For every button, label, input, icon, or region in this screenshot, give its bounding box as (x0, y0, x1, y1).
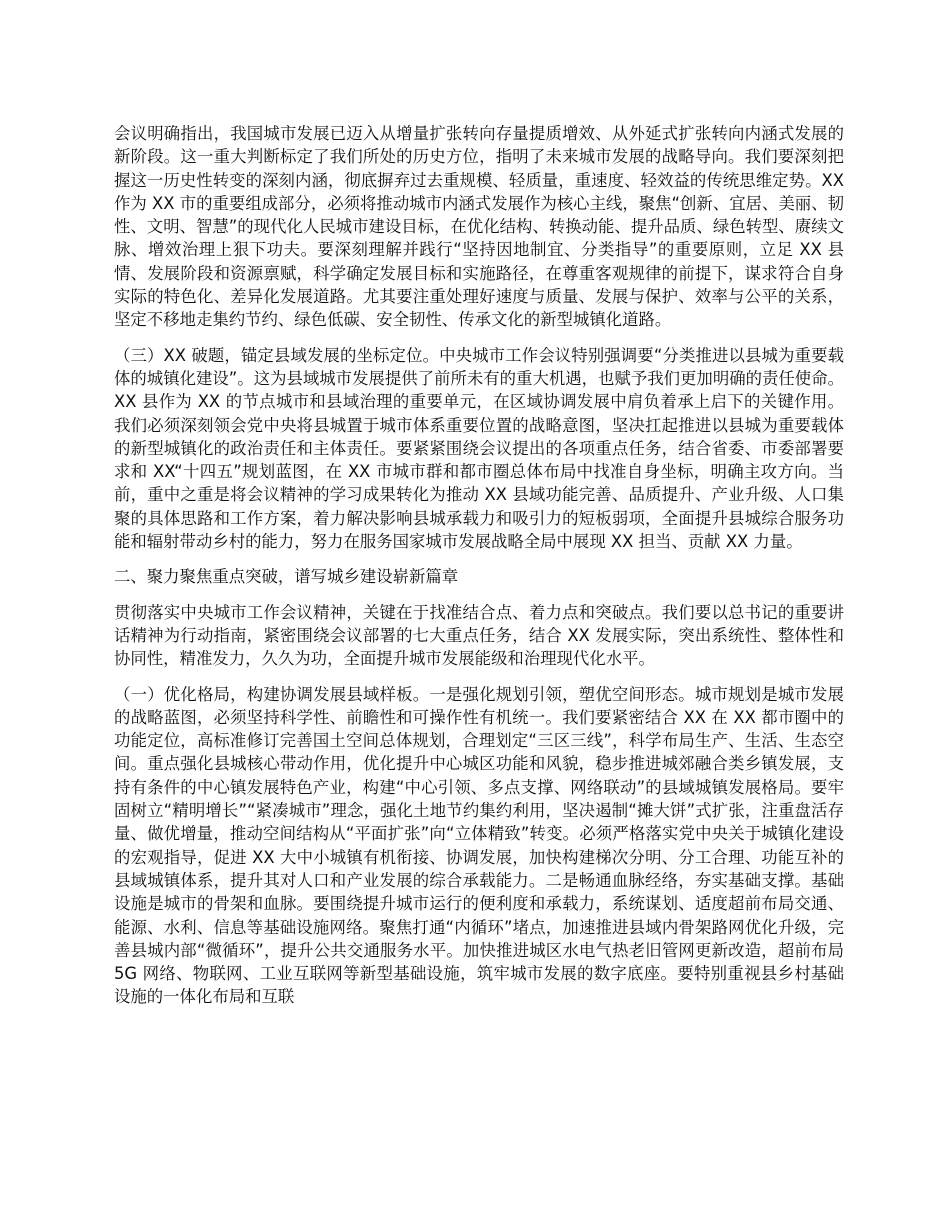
body-paragraph-4: （一）优化格局，构建协调发展县域样板。一是强化规划引领，塑优空间形态。城市规划是城市发展的战略蓝图，必须坚持科学性、前瞻性和可操作性有机统一。我们要紧密结合 XX 在 XX 都市圈中的功能定位，高标准修订完善国土空间总体规划，合理划定“三区三线”，科学布局生产、生活、生态空间。重点强化县城核心带动作用，优化提升中心城区功能和风貌，稳步推进城郊融合类乡镇发展，支持有条件的中心镇发展特色产业，构建“中心引领、多点支撑、网络联动”的县域城镇发展格局。要牢固树立“精明增长”“紧凑城市”理念，强化土地节约集约利用，坚决遏制“摊大饼”式扩张，注重盘活存量、做优增量，推动空间结构从“平面扩张”向“立体精致”转变。必须严格落实党中央关于城镇化建设的宏观指导，促进 XX 大中小城镇有机衔接、协调发展，加快构建梯次分明、分工合理、功能互补的县域城镇体系，提升其对人口和产业发展的综合承载能力。二是畅通血脉经络，夯实基础支撑。基础设施是城市的骨架和血脉。要围绕提升城市运行的便利度和承载力，系统谋划、适度超前布局交通、能源、水利、信息等基础设施网络。聚焦打通“内循环”堵点，加速推进县域内骨架路网优化升级，完善县城内部“微循环”，提升公共交通服务水平。加快推进城区水电气热老旧管网更新改造，超前布局 5G 网络、物联网、工业互联网等新型基础设施，筑牢城市发展的数字底座。要特别重视县乡村基础设施的一体化布局和互联 (114, 684, 844, 1007)
body-paragraph-1: 会议明确指出，我国城市发展已迈入从增量扩张转向存量提质增效、从外延式扩张转向内涵式发展的新阶段。这一重大判断标定了我们所处的历史方位，指明了未来城市发展的战略导向。我们要深刻把握这一历史性转变的深刻内涵，彻底摒弃过去重规模、轻质量，重速度、轻效益的传统思维定势。XX 作为 XX 市的重要组成部分，必须将推动城市内涵式发展作为核心主线，聚焦“创新、宜居、美丽、韧性、文明、智慧”的现代化人民城市建设目标，在优化结构、转换动能、提升品质、绿色转型、赓续文脉、增效治理上狠下功夫。要深刻理解并践行“坚持因地制宜、分类指导”的重要原则，立足 XX 县情、发展阶段和资源禀赋，科学确定发展目标和实施路径，在尊重客观规律的前提下，谋求符合自身实际的特色化、差异化发展道路。尤其要注重处理好速度与质量、发展与保护、效率与公平的关系，坚定不移地走集约节约、绿色低碳、安全韧性、传承文化的新型城镇化道路。 (114, 124, 844, 330)
section-heading-2: 二、聚力聚焦重点突破，谱写城乡建设崭新篇章 (114, 567, 459, 587)
document-page (114, 122, 844, 1021)
body-paragraph-2: （三）XX 破题，锚定县域发展的坐标定位。中央城市工作会议特别强调要“分类推进以县城为重要载体的城镇化建设”。这为县域城市发展提供了前所未有的重大机遇，也赋予我们更加明确的责任使命。XX 县作为 XX 的节点城市和县域治理的重要单元，在区域协调发展中肩负着承上启下的关键作用。我们必须深刻领会党中央将县城置于城市体系重要位置的战略意图，坚决扛起推进以县城为重要载体的新型城镇化的政治责任和主体责任。要紧紧围绕会议提出的各项重点任务，结合省委、市委部署要求和 XX“十四五”规划蓝图，在 XX 市城市群和都市圈总体布局中找准自身坐标，明确主攻方向。当前，重中之重是将会议精神的学习成果转化为推动 XX 县域功能完善、品质提升、产业升级、人口集聚的具体思路和工作方案，着力解决影响县城承载力和吸引力的短板弱项，全面提升县城综合服务功能和辐射带动乡村的能力，努力在服务国家城市发展战略全局中展现 XX 担当、贡献 XX 力量。 (114, 345, 844, 552)
body-paragraph-3: 贯彻落实中央城市工作会议精神，关键在于找准结合点、着力点和突破点。我们要以总书记的重要讲话精神为行动指南，紧密围绕会议部署的七大重点任务，结合 XX 发展实际，突出系统性、整体性和协同性，精准发力，久久为功，全面提升城市发展能级和治理现代化水平。 (114, 602, 844, 669)
